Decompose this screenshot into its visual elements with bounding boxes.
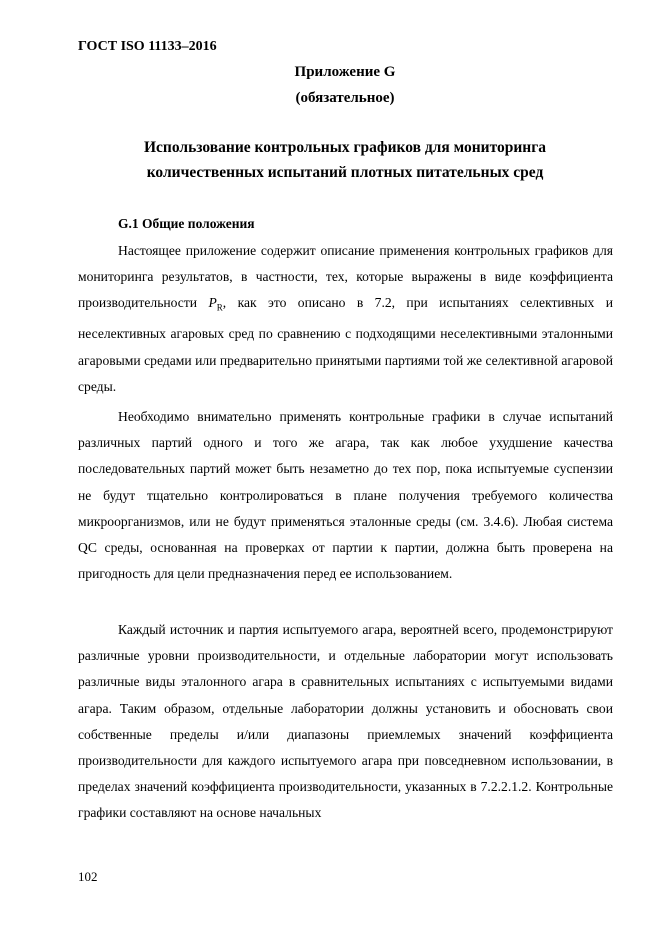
document-header: ГОСТ ISO 11133–2016 [78, 39, 217, 54]
annex-status: (обязательное) [295, 90, 395, 106]
annex-title-line1: Использование контрольных графиков для мониторинга [143, 139, 547, 156]
paragraph-3: Каждый источник и партия испытуемого агара, вероятней всего, продемонстрируют различные уровни производительности, и отдельные лаборатории могут использовать различные виды эталонного агара в сравнительных испытаниях с испытуемыми видами агара. Таким образом, отдельные лаборатории должны установить и обосновать свои собственные пределы и/или диапазоны приемлемых значений коэффициента производительности для каждого испытуемого агара при повседневном использовании, в пределах значений коэффициента производительности, указанных в 7.2.2.1.2. Контрольные графики составляют на основе начальных [78, 622, 613, 821]
performance-ratio-subscript: R [216, 303, 223, 314]
performance-ratio-symbol: P [208, 295, 217, 311]
annex-title-line2: количественных испытаний плотных питательных сред [146, 164, 544, 181]
section-heading: G.1 Общие положения [118, 216, 255, 231]
paragraph-1-text-start: Настоящее приложение содержит описание применения контрольных графиков для мониторинга результатов, в частности, тех, которые выражены в виде коэффициента производительности [78, 243, 613, 311]
paragraph-1 [78, 238, 613, 400]
paragraph-2: Необходимо внимательно применять контрольные графики в случае испытаний различных партий одного и того же агара, так как любое ухудшение качества последовательных партий может быть незаметно до тех пор, пока испытуемые суспензии не будут тщательно контролироваться в плане получения требуемого количества микроорганизмов, или не будут применяться эталонные среды (см. 3.4.6). Любая система QC среды, основанная на проверках от партии к партии, должна быть проверена на пригодность для цели предназначения перед ее использованием. [78, 409, 613, 582]
annex-label: Приложение G [294, 64, 396, 80]
paragraph-1-text-end: , как это описано в 7.2, при испытаниях селективных и неселективных агаровых сред по сравнению с подходящими неселективными эталонными агаровыми средами или предварительно принятыми партиями той же селективной агаровой среды. [78, 295, 614, 394]
page-number: 102 [78, 869, 98, 884]
